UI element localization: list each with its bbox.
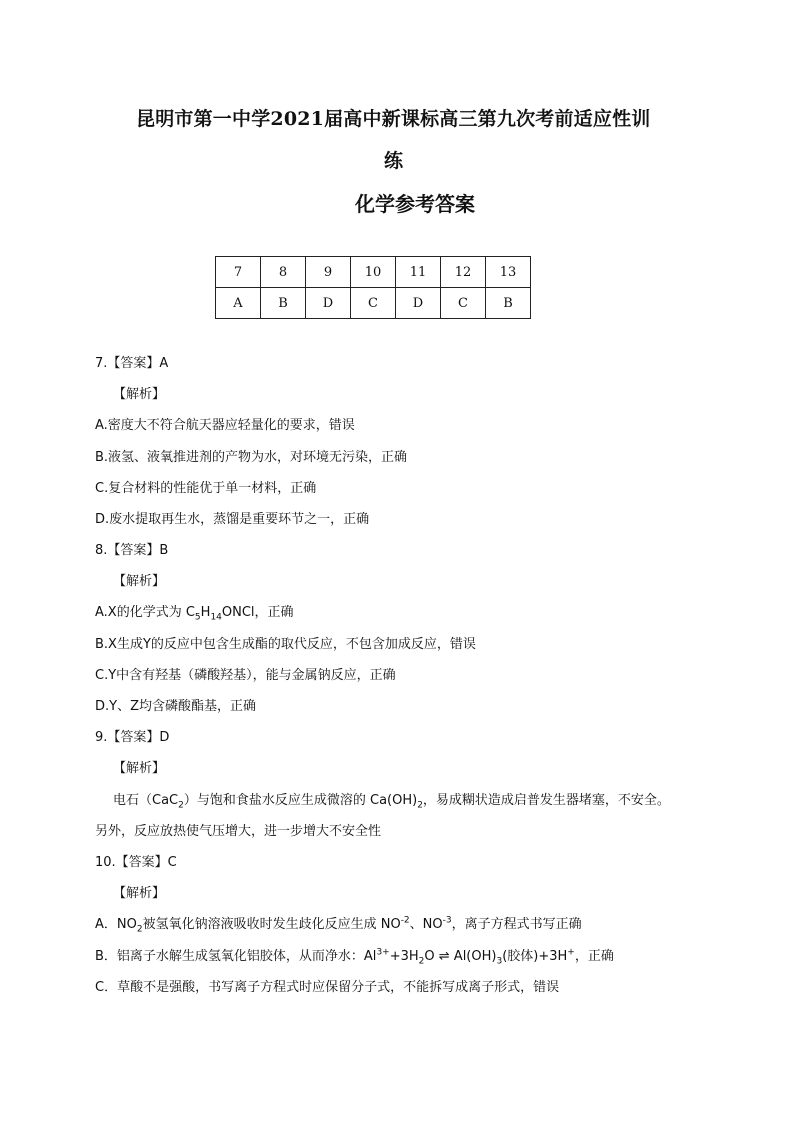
answer-table	[215, 256, 531, 319]
q10-analysis-label: 【解析】	[113, 886, 166, 901]
q8-analysis-label: 【解析】	[113, 574, 166, 589]
q10-option-b: B．铝离子水解生成氢氧化铝胶体，从而净水：$Al^{3+}+3H_2O$ ⇌ $Al(OH)_3$(胶体)+3H+，正确	[95, 947, 614, 967]
q7-option-c: C.复合材料的性能优于单一材料，正确	[95, 481, 317, 496]
answer-cell: A	[216, 288, 261, 319]
question-number-cell: 7	[216, 257, 261, 288]
question-number-cell: 8	[261, 257, 306, 288]
document-title-line1: 昆明市第一中学2021届高中新课标高三第九次考前适应性训	[136, 108, 651, 130]
q7-answer-heading: 7.【答案】A	[95, 356, 169, 371]
q9-explanation-line2: 另外，反应放热使气压增大，进一步增大不安全性	[95, 824, 382, 839]
question-number-cell: 11	[396, 257, 441, 288]
q9-explanation-line1: 电石（CaC$_2$）与饱和食盐水反应生成微溶的 $Ca(OH)_2$，易成糊状造成启普发生器堵塞，不安全。	[113, 793, 670, 811]
q8-option-a: A.X的化学式为 $C_5H_{14}ONCl$，正确	[95, 605, 294, 623]
q8-option-c: C.Y中含有羟基（磷酸羟基），能与金属钠反应，正确	[95, 668, 396, 683]
q8-option-d: D.Y、Z均含磷酸酯基，正确	[95, 699, 256, 714]
answer-cell: C	[441, 288, 486, 319]
answer-cell: B	[486, 288, 531, 319]
q8-option-b: B.X生成Y的反应中包含生成酯的取代反应，不包含加成反应，错误	[95, 637, 476, 652]
answer-table-header-row	[216, 257, 531, 288]
answer-table-answer-row	[216, 288, 531, 319]
answer-cell: B	[261, 288, 306, 319]
answer-cell: C	[351, 288, 396, 319]
document-title-line2: 练	[384, 150, 404, 172]
answer-cell: D	[396, 288, 441, 319]
question-number-cell: 10	[351, 257, 396, 288]
answer-cell: D	[306, 288, 351, 319]
q10-option-a: A．$NO_2$被氢氧化钠溶液吸收时发生歧化反应生成 $NO^{-2}$、$NO^{-3}$，离子方程式书写正确	[95, 915, 582, 935]
q7-option-a: A.密度大不符合航天器应轻量化的要求，错误	[95, 418, 355, 433]
question-number-cell: 9	[306, 257, 351, 288]
q8-answer-heading: 8.【答案】B	[95, 543, 169, 558]
q7-analysis-label: 【解析】	[113, 387, 166, 402]
question-number-cell: 12	[441, 257, 486, 288]
q7-option-d: D.废水提取再生水，蒸馏是重要环节之一，正确	[95, 512, 370, 527]
q10-option-c: C．草酸不是强酸，书写离子方程式时应保留分子式，不能拆写成离子形式，错误	[95, 980, 560, 995]
q9-analysis-label: 【解析】	[113, 761, 166, 776]
question-number-cell: 13	[486, 257, 531, 288]
q10-answer-heading: 10.【答案】C	[95, 855, 177, 870]
document-subtitle: 化学参考答案	[355, 192, 475, 216]
q9-answer-heading: 9.【答案】D	[95, 730, 170, 745]
q7-option-b: B.液氢、液氧推进剂的产物为水，对环境无污染，正确	[95, 450, 408, 465]
